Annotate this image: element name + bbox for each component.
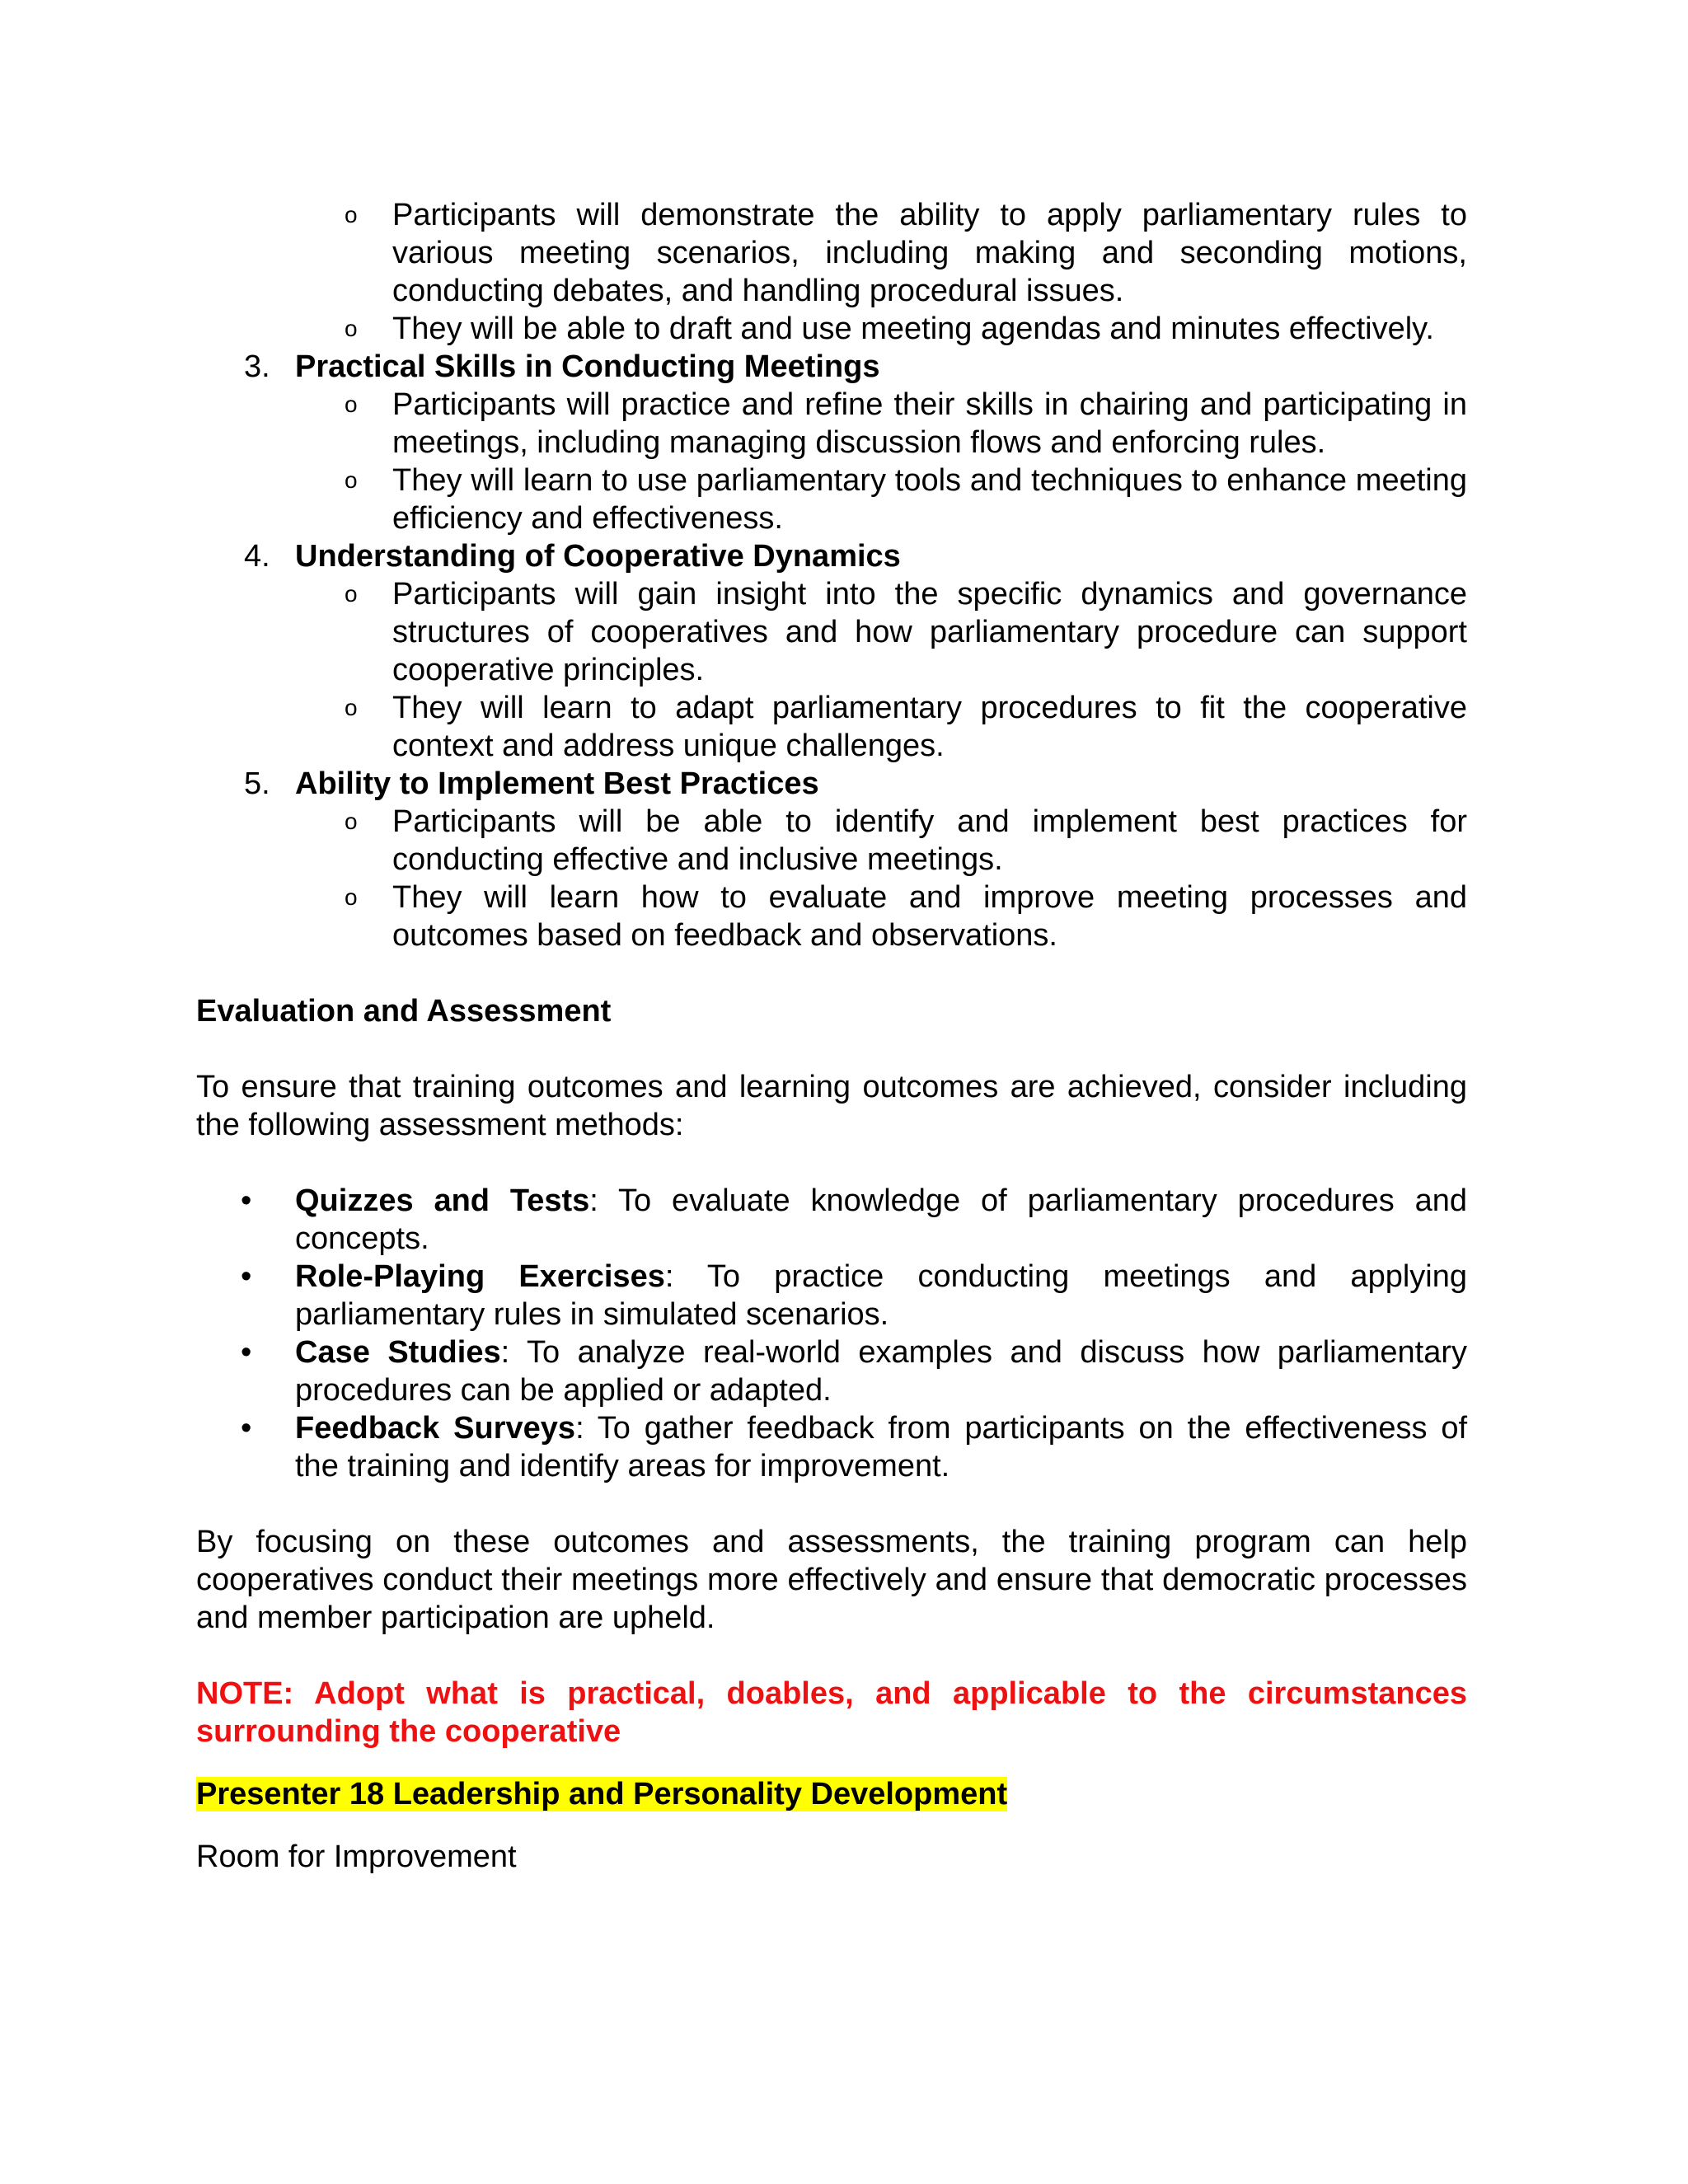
list-item <box>196 575 1467 689</box>
circle-bullet-icon: o <box>345 467 358 493</box>
section-number: 5. <box>244 766 270 801</box>
list-item <box>196 1409 1467 1485</box>
method-description: : To analyze real-world examples and discuss how parliamentary procedures can be applied or adapted. <box>295 1335 1467 1408</box>
circle-bullet-icon: o <box>345 391 358 417</box>
evaluation-heading: Evaluation and Assessment <box>196 994 612 1029</box>
list-item-text: They will learn how to evaluate and improve meeting processes and outcomes based on feedback and observations. <box>392 880 1467 953</box>
bullet-icon: • <box>241 1411 252 1446</box>
method-description: : To practice conducting meetings and applying parliamentary rules in simulated scenarios. <box>295 1259 1467 1332</box>
presenter-heading: Presenter 18 Leadership and Personality Development <box>196 1777 1008 1811</box>
list-item <box>196 803 1467 879</box>
list-item <box>196 462 1467 537</box>
list-item <box>196 386 1467 462</box>
method-term: Case Studies <box>295 1335 501 1370</box>
circle-bullet-icon: o <box>345 808 358 834</box>
numbered-section-title <box>196 765 1467 803</box>
bullet-icon: • <box>241 1259 252 1294</box>
list-item <box>196 1258 1467 1333</box>
section-title: Understanding of Cooperative Dynamics <box>295 539 901 574</box>
circle-bullet-icon: o <box>345 695 358 720</box>
section-title: Practical Skills in Conducting Meetings <box>295 349 880 384</box>
list-item <box>196 879 1467 954</box>
numbered-section-title <box>196 348 1467 386</box>
list-item-text: Participants will practice and refine their skills in chairing and participating in meetings, including managing discussion flows and enforcing rules. <box>392 387 1467 460</box>
circle-bullet-icon: o <box>345 316 358 341</box>
bullet-icon: • <box>241 1183 252 1218</box>
evaluation-intro: To ensure that training outcomes and learning outcomes are achieved, consider including the following assessment methods: <box>196 1070 1467 1142</box>
list-item <box>196 689 1467 765</box>
list-item <box>196 196 1467 310</box>
method-term: Quizzes and Tests <box>295 1183 590 1218</box>
closing-paragraph: By focusing on these outcomes and assessments, the training program can help cooperatives conduct their meetings more effectively and ensure that democratic processes and member participation are upheld. <box>196 1525 1467 1635</box>
spacer <box>196 1813 1467 1838</box>
circle-bullet-icon: o <box>345 202 358 227</box>
method-term: Role-Playing Exercises <box>295 1259 665 1294</box>
list-item <box>196 310 1467 348</box>
circle-bullet-icon: o <box>345 581 358 607</box>
assessment-methods-list <box>196 1182 1467 1485</box>
document-page <box>196 196 1467 1876</box>
spacer <box>196 954 1467 992</box>
spacer <box>196 1637 1467 1675</box>
list-item-text: Participants will demonstrate the ability to apply parliamentary rules to various meeting scenarios, including making and seconding motions, conducting debates, and handling procedural issues. <box>392 198 1467 308</box>
spacer <box>196 1485 1467 1523</box>
bullet-icon: • <box>241 1335 252 1370</box>
list-item-text: They will be able to draft and use meeting agendas and minutes effectively. <box>392 312 1434 346</box>
list-item-text: Participants will gain insight into the specific dynamics and governance structures of cooperatives and how parliamentary procedure can support cooperative principles. <box>392 577 1467 687</box>
note-text: NOTE: Adopt what is practical, doables, and applicable to the circumstances surrounding the cooperative <box>196 1676 1467 1749</box>
final-line: Room for Improvement <box>196 1840 517 1874</box>
list-item-text: They will learn to use parliamentary tools and techniques to enhance meeting efficiency and effectiveness. <box>392 463 1467 536</box>
spacer <box>196 1750 1467 1775</box>
section-title: Ability to Implement Best Practices <box>295 766 819 801</box>
list-item-text: They will learn to adapt parliamentary procedures to fit the cooperative context and address unique challenges. <box>392 691 1467 763</box>
method-description: : To evaluate knowledge of parliamentary procedures and concepts. <box>295 1183 1467 1256</box>
method-description: : To gather feedback from participants on the effectiveness of the training and identify areas for improvement. <box>295 1411 1468 1483</box>
spacer <box>196 1030 1467 1068</box>
presenter-line <box>196 1775 1467 1813</box>
method-term: Feedback Surveys <box>295 1411 576 1446</box>
section-number: 4. <box>244 539 270 574</box>
list-item <box>196 1333 1467 1409</box>
spacer <box>196 1144 1467 1182</box>
circle-bullet-icon: o <box>345 884 358 910</box>
list-item <box>196 1182 1467 1258</box>
list-item-text: Participants will be able to identify and implement best practices for conducting effective and inclusive meetings. <box>392 804 1467 877</box>
section-number: 3. <box>244 349 270 384</box>
numbered-section-title <box>196 537 1467 575</box>
